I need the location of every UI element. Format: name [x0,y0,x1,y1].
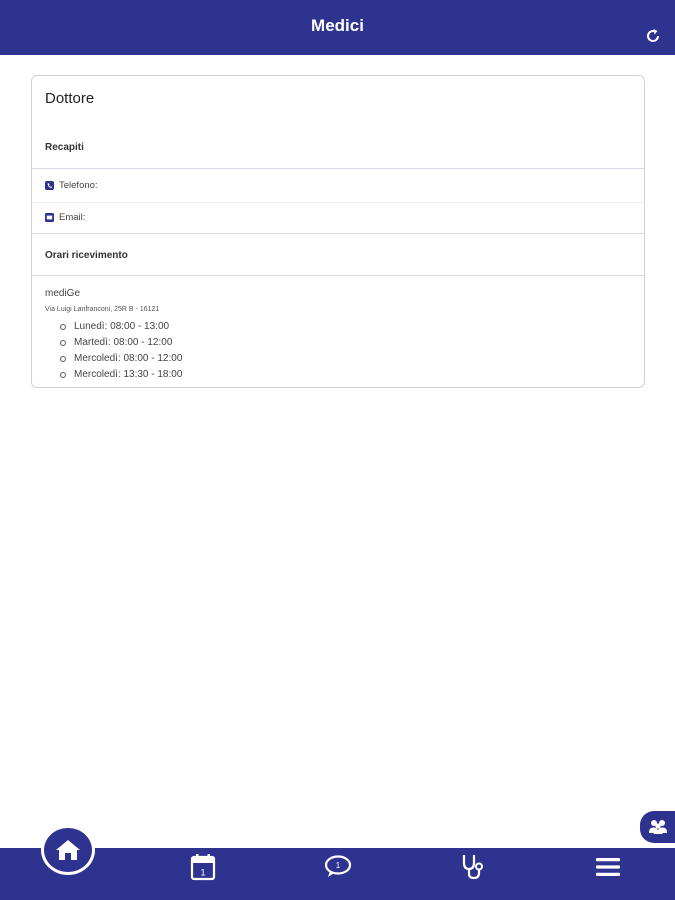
stethoscope-icon [460,853,484,881]
tab-doctors[interactable] [457,852,487,882]
family-button[interactable] [640,811,675,843]
doctor-card [31,75,645,388]
chat-icon [324,855,352,879]
email-row[interactable] [45,212,85,223]
email-icon [45,213,54,222]
hours-list [60,319,182,383]
phone-label: Telefono: [59,180,98,191]
phone-row[interactable] [45,180,98,191]
divider [32,275,644,276]
divider [32,202,644,203]
hours-section-label: Orari ricevimento [45,250,128,261]
refresh-icon[interactable] [641,24,665,48]
home-button[interactable] [41,825,95,875]
email-label: Email: [59,212,86,223]
clinic-address: Via Luigi Lanfranconi, 25R B - 16121 [45,306,160,313]
calendar-icon [190,853,216,881]
menu-icon [596,857,620,877]
doctor-name: Dottore [45,90,95,107]
users-icon [648,819,668,835]
hours-item: Mercoledì: 13:30 - 18:00 [60,367,182,383]
hours-item: Lunedì: 08:00 - 13:00 [60,319,182,335]
clinic-name: mediGe [45,288,81,299]
divider [32,233,644,234]
tab-messages[interactable] [323,852,353,882]
hours-item: Martedì: 08:00 - 12:00 [60,335,182,351]
page-title: Medici [311,15,364,35]
contacts-section-label: Recapiti [45,142,84,153]
chat-badge: 1 [335,861,341,870]
tab-calendar[interactable] [188,852,218,882]
app-header [0,0,675,55]
divider [32,168,644,169]
home-icon [55,839,81,861]
calendar-day: 1 [200,867,206,878]
phone-icon [45,181,54,190]
tab-menu[interactable] [593,852,623,882]
hours-item: Mercoledì: 08:00 - 12:00 [60,351,182,367]
